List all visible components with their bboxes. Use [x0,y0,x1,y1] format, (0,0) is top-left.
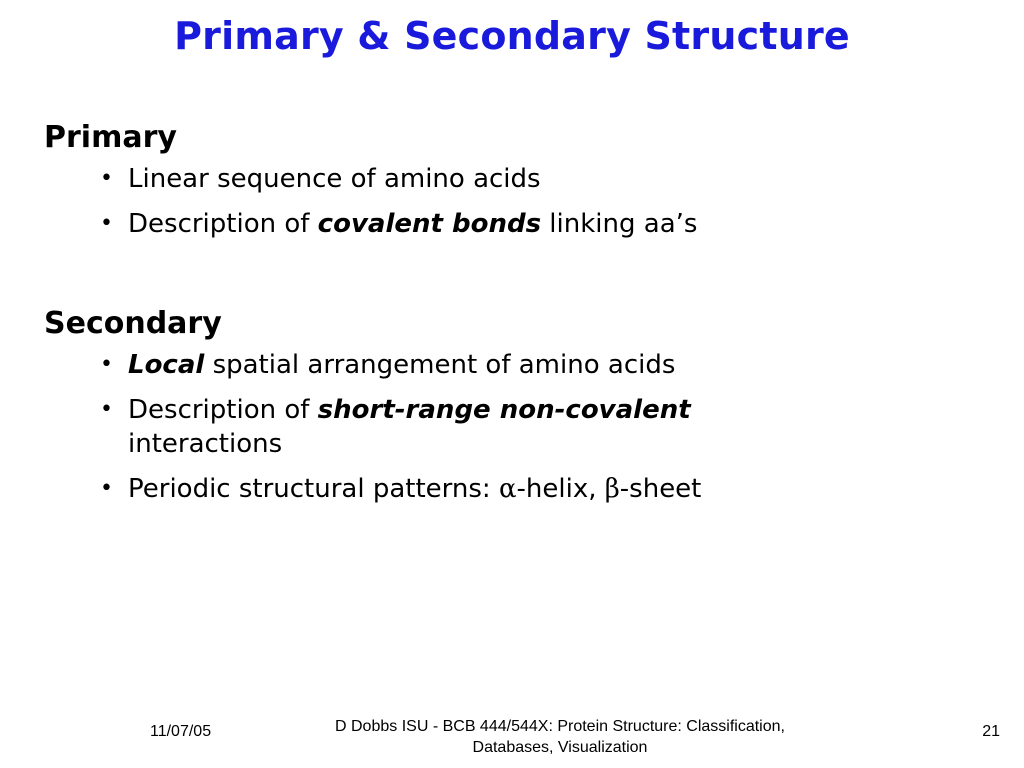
footer-course-line-1: D Dobbs ISU - BCB 444/544X: Protein Structure: Classification, [335,718,785,735]
bullet-text: Linear sequence of amino acids [128,164,541,194]
bullet-icon: • [100,397,113,422]
footer-course-info [300,716,820,758]
list-item [44,348,984,382]
bullet-text-prefix: Periodic structural patterns: [128,474,499,504]
bullet-icon: • [100,166,113,191]
section-primary [44,118,984,252]
list-item [44,207,984,241]
primary-bullet-list [44,162,984,241]
bullet-text-suffix: -sheet [619,474,702,504]
page-number: 21 [982,723,1000,740]
bullet-icon: • [100,476,113,501]
bullet-text-suffix: linking aa’s [541,209,698,239]
alpha-symbol: α [498,474,517,504]
slide-title: Primary & Secondary Structure [174,14,850,58]
bullet-icon: • [100,211,113,236]
emphasis-text: Local [128,350,205,380]
list-item [44,472,984,506]
beta-symbol: β [604,474,620,504]
section-heading-secondary: Secondary [44,306,222,341]
bullet-icon: • [100,352,113,377]
bullet-text-continuation: interactions [128,429,283,459]
bullet-text-prefix: Description of [128,209,318,239]
section-secondary [44,304,984,517]
emphasis-text: covalent bonds [317,209,542,239]
bullet-text-middle: -helix, [516,474,605,504]
section-heading-primary: Primary [44,120,177,155]
footer-date: 11/07/05 [150,723,212,740]
emphasis-text: short-range non-covalent [317,395,691,425]
bullet-text-suffix: spatial arrangement of amino acids [204,350,676,380]
bullet-text-prefix: Description of [128,395,318,425]
footer-course-line-2: Databases, Visualization [472,739,648,756]
secondary-bullet-list [44,348,984,506]
list-item [44,162,984,196]
list-item [44,393,984,461]
